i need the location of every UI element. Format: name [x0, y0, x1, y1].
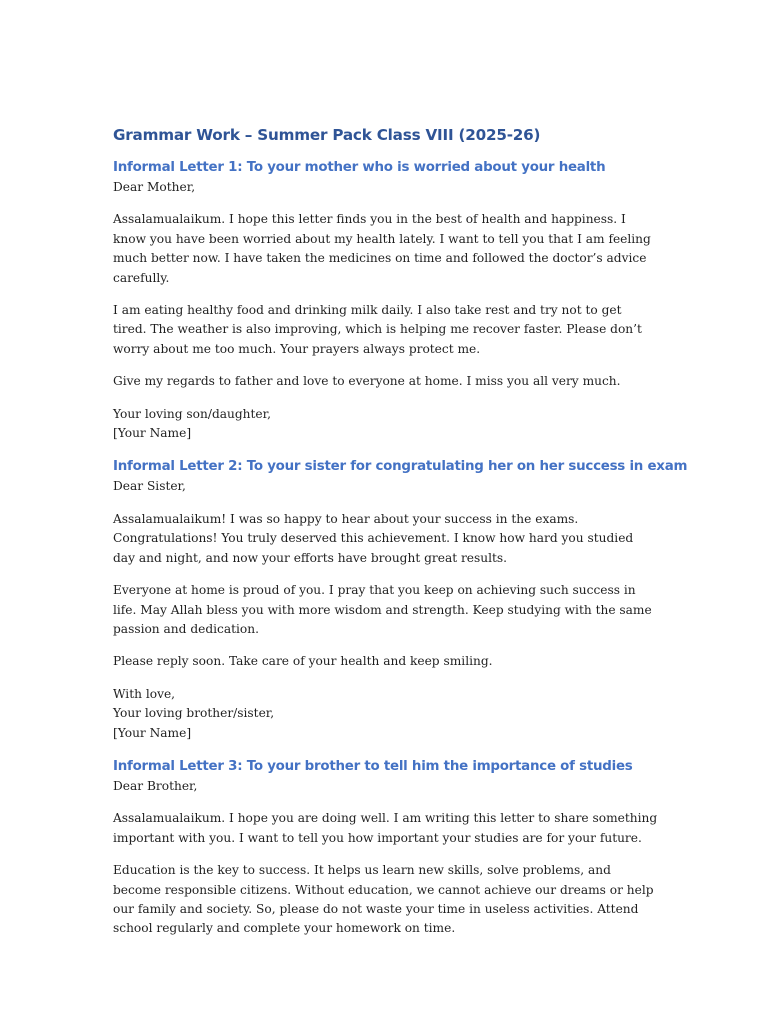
letter-paragraph: Education is the key to success. It helps us learn new skills, solve problems, and become responsible citizens. Without education, we cannot achieve our dreams or help our family and society. So, please do not waste your time in useless activities. Attend school regularly and complete your homework on time.: [113, 863, 654, 936]
closing-line: Your loving son/daughter,: [113, 406, 272, 421]
letter-closing: [113, 405, 658, 444]
letter-paragraph: Assalamualaikum. I hope you are doing well. I am writing this letter to share something important with you. I want to tell you how important your studies are for your future.: [113, 811, 658, 845]
document-title: Grammar Work – Summer Pack Class VIII (2025-26): [113, 126, 541, 144]
letter-closing: [113, 685, 658, 743]
letter-2: [113, 457, 688, 742]
letter-1: [113, 158, 658, 443]
letter-paragraph: I am eating healthy food and drinking milk daily. I also take rest and try not to get tired. The weather is also improving, which is helping me recover faster. Please don’t worry about me too much. Your prayers always protect me.: [113, 303, 642, 356]
closing-line: Your loving brother/sister,: [113, 706, 275, 721]
letter-3: [113, 757, 658, 939]
letter-paragraph: Everyone at home is proud of you. I pray that you keep on achieving such success in life. May Allah bless you with more wisdom and strength. Keep studying with the same passion and dedication.: [113, 583, 652, 636]
letter-heading: Informal Letter 2: To your sister for congratulating her on her success in exam: [113, 459, 688, 475]
letter-paragraph: Please reply soon. Take care of your health and keep smiling.: [113, 654, 493, 669]
letter-paragraph: Assalamualaikum! I was so happy to hear about your success in the exams. Congratulations! You truly deserved this achievement. I know how hard you studied day and night, and now your efforts have brought great results.: [113, 511, 634, 565]
letter-paragraph: Give my regards to father and love to everyone at home. I miss you all very much.: [113, 374, 621, 389]
closing-line: [Your Name]: [113, 426, 192, 441]
letter-heading: Informal Letter 3: To your brother to tell him the importance of studies: [113, 758, 633, 774]
letter-salutation: Dear Brother,: [113, 778, 198, 793]
letter-salutation: Dear Sister,: [113, 479, 186, 494]
closing-line: With love,: [113, 686, 176, 701]
letter-salutation: Dear Mother,: [113, 180, 196, 194]
letter-heading: Informal Letter 1: To your mother who is worried about your health: [113, 160, 606, 175]
document-page: [113, 123, 688, 952]
closing-line: [Your Name]: [113, 725, 192, 740]
letter-paragraph: Assalamualaikum. I hope this letter finds you in the best of health and happiness. I know you have been worried about my health lately. I want to tell you that I am feeling much better now. I have taken the medicines on time and followed the doctor’s advice carefully.: [113, 212, 651, 285]
